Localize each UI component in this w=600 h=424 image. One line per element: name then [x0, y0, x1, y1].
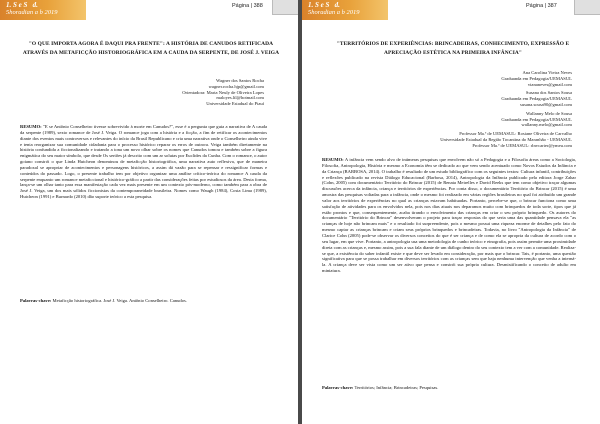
paper-title: "O QUE IMPORTA AGORA É DAQUI PRA FRENTE": A HISTÓRIA DE CANUDOS RETIFICADA ATRAVÉS DA METAFICÇÃO HISTORIOGRÁFICA EM A CAUDA DA SERPENTE, DE JOSÉ J. VEIGA — [22, 41, 280, 56]
paper-title: "TERRITÓRIOS DE EXPERIÊNCIAS: BRINCADEIRAS, CONHECIMENTO, EXPRESSÃO E APRECIAÇÃO ESTÉTICA NA PRIMEIRA INFÂNCIA" — [336, 41, 570, 56]
author-block — [412, 70, 572, 149]
keywords-label: Palavras-chave: — [322, 385, 354, 390]
keywords-text: Metaficção historiográfica. José J. Veiga. Antônio Conselheiro. Canudos. — [52, 298, 187, 303]
author-line: Graduanda em Pedagogia/UEMASUL — [501, 116, 572, 122]
page-corner-tab — [574, 0, 600, 15]
author-block — [120, 78, 264, 107]
author-line: Graduanda em Pedagogia/UEMASUL — [501, 75, 572, 81]
page-number: Página | 388 — [232, 3, 263, 9]
abstract-text: A infância vem sendo alvo de inúmeras pesquisas que envolvem não só a Pedagogia e a Filosofia áreas como a Sociologia, Filosofia, Antropologia, História e mesmo a Economia têm se dedicado ao que vem sendo acentuado como Novos Estudos da Infância e da Criança (BARBOSA, 2014). O trabalho é resultado de um estudo bibliográfico com os seguintes textos: Cultura infantil, contribuições e reflexões publicado na revista Diálogo Educacional (Barbosa, 2014), Antropologia da Infância publicado pela editora Jorge Zahar (Cohn, 2005) com documentário Território do Brincar (2015) de Renata Meirelles e David Reeks que tem como objetivo traçar algumas discussões acerca da infância, criança e territórios de experiências. Por conta disso, o documentário Território do Brincar (2015) é uma amostra das pesquisas voltadas para a infância, onde o mesmo foi realizado em várias regiões brasileiras no qual foi atribuído um grande valor aos territórios de experiências no qual as crianças estavam habituadas. Portanto, percebe-se que, o brincar funciona como uma satisfação de atividades para os envolvidos nela, pois nos dias atuais nos deparamos muito com brinquedos de toda sorte, tipos que já estão prontos e que, consequentemente, acaba tirando o envolvimento das crianças em criar o seu próprio brinquedo. Os autores do documentário "Território do Brincar" desenvolveram o projeto para traçar respostas do que seria uma das quantidade pensava ela "as crianças de hoje não brincam mais" e o resultado foi surpreendente, pois o mesmo possui uma riqueza enorme de detalhes pelo fato do mesmo captar as crianças brincam e criam seus próprios brinquedos e brincadeiras. Todavia, no livro "Antropologia da Infância" de Clarice Cohn (2005) pode-se observar os diversos conceitos do que é ser criança e de como ela se apropria da cultura de acordo com o seu lugar, em que vive. Portanto, a antropologia usa uma metodologia de cunho teórico e etnografia, pois assim permite uma proximidade direta com as crianças e, mesmo assim, pois a sua fala diante de um diálogo dentro do seu contexto tem a ver com a comunidade. Realiza-se que, a existência do saber infantil existe e que deve ser levado em consideração, por mais que o brincar. Tais, é portanto, uma questão significativa para que se possa trabalhar em diversos territórios com as crianças sem que haja nenhuma intervenção que venha a interná-la. A criança deve ser vista como um ser ativo que pensa e constrói sua própria cultura. Desmistificando o conceito de adulto em miniatura. — [322, 157, 576, 274]
abstract-label: RESUMO: — [20, 124, 42, 129]
left-page — [0, 0, 298, 424]
page-number: Página | 387 — [526, 3, 557, 9]
keywords — [322, 385, 576, 391]
author-line: Universidade Estadual do Piauí — [206, 101, 264, 107]
author-line: Wagner dos Santos Rocha — [216, 78, 264, 83]
abstract-label: RESUMO: — [322, 157, 344, 162]
banner-line-1: 1. S e S d. — [6, 1, 38, 9]
abstract-text: "E se Antônio Conselheiro tivesse sobrevivido à morte em Canudos?", esse é a pergunta que guia a narrativa de A cauda da serpente (1989), sexto romance de José J. Veiga. O romance joga com a história e a ficção, a fim de retificar os acontecimentos diante dos eventos mais controversos e relevantes do início da Brasil Republicano e cria uma narrativa onde o Conselheiro ainda vive e tenta reorganizar sua comunidade cidadania para o processo histórico reparar os erros de outrora. Veiga também diretamente na história confundida a ficcionalizando e tratando a tona um novo olhar sobre os nomes que Canudos tomou e também sobre a figura enigmática do seu maior símbolo, que desde Os sertões já descrito com um ar solutas por Euclides da Cunha. Com o romance, o autor goiano constrói o que Linda Hutcheon denominou de metaficção historiográfica, uma narrativa auto reflexiva, que de maneira paradoxal se apropriar de acontecimentos e personagens históricos, a assim dá vazão para se repensar e ressignificar formas e conteúdos do passado. Logo, o presente trabalho tem por objetivo organizar uma análise crítico-teórica do romance A cauda da serpente enquanto um romance metaficcional e histórico-gráfico a partir das considerações feitas por estudiosos da área. Desta forma, lança-se um olhar tanto para essa manifestação cada vez mais presente em um contexto pós-moderno, como também para a obra de José J. Veiga, um dos mais sólidos ficcionistas da contemporaneidade brasileira. Nomes como Waugh (1984), Costa Lima (1989), Hutcheon (1991) e Burnardo (2010) dão suporte teórico a esta pesquisa. — [20, 124, 267, 200]
author-line: Wallanny Melo de Sousa — [526, 110, 572, 116]
right-page — [302, 0, 600, 424]
author-line: Ana Carolina Vieira Neves — [522, 70, 572, 75]
keywords — [20, 298, 267, 304]
author-line: maloyes.lil@hotmail.com — [216, 95, 264, 101]
banner-line-2: 5horadian a b 2019 — [6, 9, 58, 16]
keywords-label: Palavras-chave: — [20, 298, 52, 303]
author-line: Susana dos Santos Sousa — [525, 90, 572, 96]
page-corner-tab — [272, 0, 298, 15]
keywords-text: Territórios; Infância; Brincadeiras; Pesquisas. — [354, 385, 439, 390]
author-line: viananeves@gmail.com — [527, 81, 572, 87]
event-banner — [302, 0, 388, 20]
banner-line-1: 1. S e S d. — [308, 1, 340, 9]
author-line: wagner.rocha.hjp@gmail.com — [208, 83, 264, 89]
event-banner — [0, 0, 86, 20]
author-line: Orientadora: Maria Neuly de Oliveira Lopes — [182, 89, 264, 95]
author-line: Graduanda em Pedagogia/UEMASUL — [501, 96, 572, 102]
abstract — [20, 124, 267, 200]
abstract — [322, 157, 576, 274]
author-line: Professor Ma.ª de UEMASUL: rlnvcarter@ymeu.com — [472, 142, 572, 148]
author-line: Universidade Estadual da Região Tocantina do Maranhão - UEMASUL — [440, 136, 572, 142]
author-line: wallanny.melo@gmail.com — [521, 122, 572, 128]
author-line: susana.sousa90@gmail.com — [520, 101, 572, 107]
banner-line-2: 5horadian a b 2019 — [308, 9, 360, 16]
author-line: Professor Ma.ª de UEMASUL: Rosiane Oliveira de Carvalho — [459, 131, 572, 137]
